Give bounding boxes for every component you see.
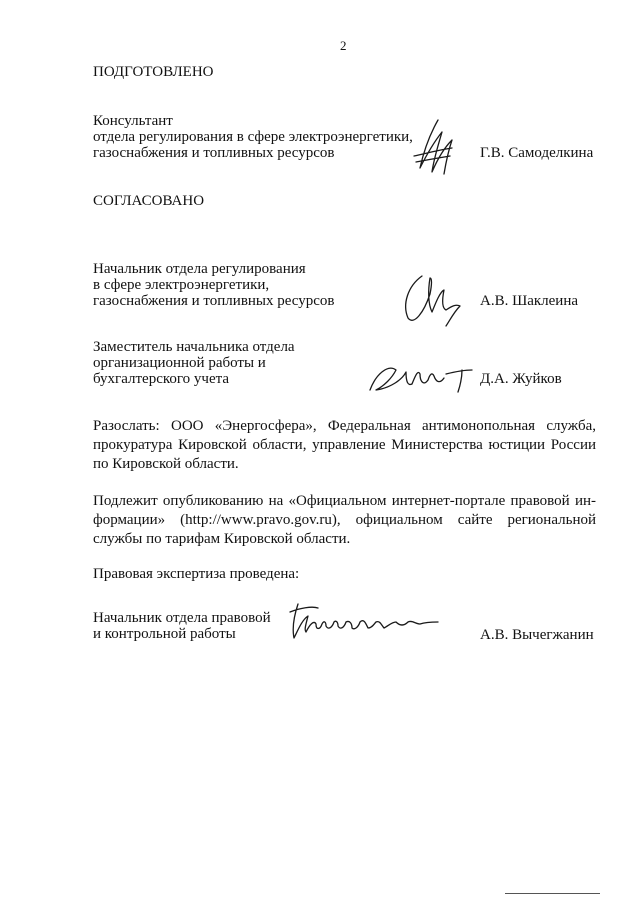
distribution-line-3: по Кировской области. [93, 456, 239, 472]
agreed-heading: СОГЛАСОВАНО [93, 193, 205, 209]
prepared-heading: ПОДГОТОВЛЕНО [93, 64, 214, 80]
legal-review-name: А.В. Вычегжанин [480, 627, 594, 643]
signer-2-position-line-2: организационной работы и [93, 355, 266, 371]
signer-2-name: Д.А. Жуйков [480, 371, 562, 387]
signer-1-position-line-2: в сфере электроэнергетики, [93, 277, 270, 293]
signer-2-position-line-3: бухгалтерского учета [93, 371, 230, 387]
prepared-position-line-3: газоснабжения и топливных ресурсов [93, 145, 335, 161]
legal-review-signature [288, 600, 468, 642]
prepared-position-line-2: отдела регулирования в сфере электроэнергетики, [93, 129, 413, 145]
signer-1-position-line-1: Начальник отдела регулирования [93, 261, 306, 277]
page-number: 2 [340, 38, 347, 53]
publication-line-2: формации» (http://www.pravo.gov.ru), официальном сайте региональной [93, 512, 596, 528]
signer-1-position-line-3: газоснабжения и топливных ресурсов [93, 293, 335, 309]
publication-line-1: Подлежит опубликованию на «Официальном интернет-портале правовой ин- [93, 493, 596, 509]
signer-1-name: А.В. Шаклеина [480, 293, 579, 309]
footer-rule [505, 893, 600, 894]
legal-review-statement: Правовая экспертиза проведена: [93, 566, 300, 582]
legal-review-position-line-2: и контрольной работы [93, 626, 236, 642]
distribution-line-2: прокуратура Кировской области, управление Министерства юстиции России [93, 437, 596, 453]
prepared-position-line-1: Консультант [93, 113, 173, 129]
distribution-line-1: Разослать: ООО «Энергосфера», Федеральная антимонопольная служба, [93, 418, 596, 434]
signer-2-position-line-1: Заместитель начальника отдела [93, 339, 295, 355]
prepared-signature [408, 116, 458, 178]
publication-paragraph [93, 492, 596, 549]
signer-2-signature [366, 360, 476, 396]
distribution-paragraph [93, 417, 596, 474]
legal-review-position-line-1: Начальник отдела правовой [93, 610, 271, 626]
signer-1-signature [400, 268, 464, 328]
publication-line-3: службы по тарифам Кировской области. [93, 531, 351, 547]
prepared-name: Г.В. Самоделкина [480, 145, 594, 161]
